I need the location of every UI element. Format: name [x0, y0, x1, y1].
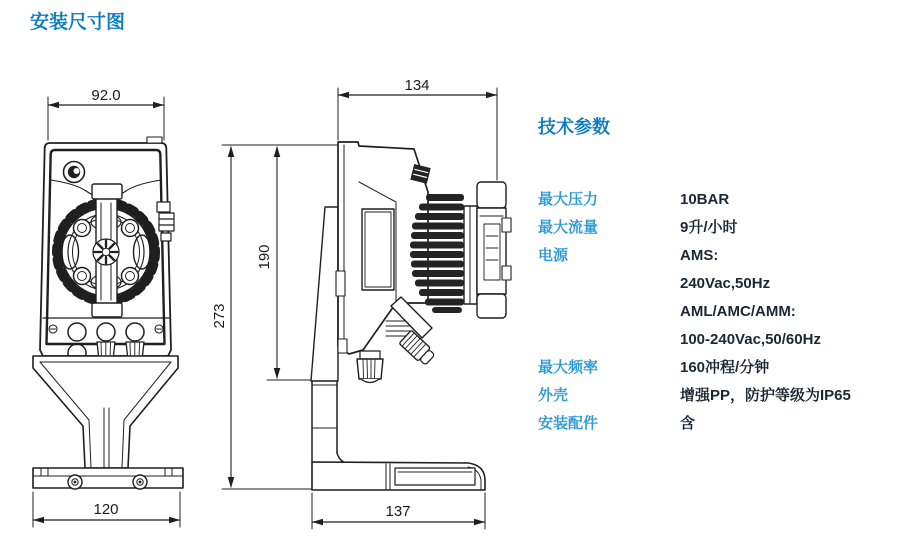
spec-value: 增强PP，防护等级为IP65 [680, 387, 851, 404]
spec-row-max-pressure [538, 186, 888, 214]
side-base-value: 137 [385, 503, 411, 520]
spec-value: 10BAR [680, 191, 730, 208]
wall-plate [311, 207, 338, 381]
valve-bottom-fitting [477, 294, 506, 318]
spec-row-mounting-kit [538, 410, 888, 438]
stand-column [312, 381, 350, 464]
front-width-dimension [48, 87, 164, 140]
spec-value: 含 [680, 415, 696, 432]
spec-label: 安装配件 [538, 415, 599, 432]
spec-value: 9升/小时 [680, 219, 738, 236]
front-base-dimension [33, 492, 180, 527]
specs-heading: 技术参数 [538, 117, 610, 137]
total-height-value: 273 [211, 303, 228, 329]
spec-row-max-flow [538, 214, 888, 242]
spec-row-power [538, 242, 888, 354]
body-height-dimension [256, 146, 313, 380]
spec-value: 100-240Vac,50/60Hz [680, 331, 821, 348]
spec-label: 电源 [538, 247, 569, 264]
spec-row-housing [538, 382, 888, 410]
spec-row-max-frequency [538, 354, 888, 382]
spec-label: 最大流量 [538, 219, 599, 236]
spec-value: 240Vac,50Hz [680, 275, 771, 292]
body-height-value: 190 [256, 244, 273, 270]
valve-top-fitting [477, 182, 506, 208]
side-view-drawing [311, 77, 511, 529]
spec-value: AML/AMC/AMM: [680, 303, 796, 320]
stand-base [312, 462, 485, 490]
front-base [33, 468, 183, 489]
display-window [362, 209, 394, 290]
valve-assembly [464, 182, 511, 318]
side-gland-vertical [357, 351, 383, 383]
spec-value: AMS: [680, 247, 719, 264]
spec-label: 最大压力 [538, 191, 599, 208]
front-width-value: 92.0 [91, 87, 121, 104]
front-base-value: 120 [93, 501, 119, 518]
spec-label: 最大频率 [538, 359, 599, 376]
spec-value: 160冲程/分钟 [680, 359, 770, 376]
priming-knob [64, 162, 85, 183]
front-view-drawing [33, 87, 183, 527]
specs-panel [538, 116, 888, 438]
mounting-fork [33, 356, 178, 468]
side-gland-angled [386, 297, 436, 367]
page-title: 安装尺寸图 [30, 12, 126, 33]
side-depth-value: 134 [404, 77, 430, 94]
spec-rows [538, 186, 888, 438]
spec-label: 外壳 [538, 387, 569, 404]
side-base-dimension [312, 493, 485, 529]
